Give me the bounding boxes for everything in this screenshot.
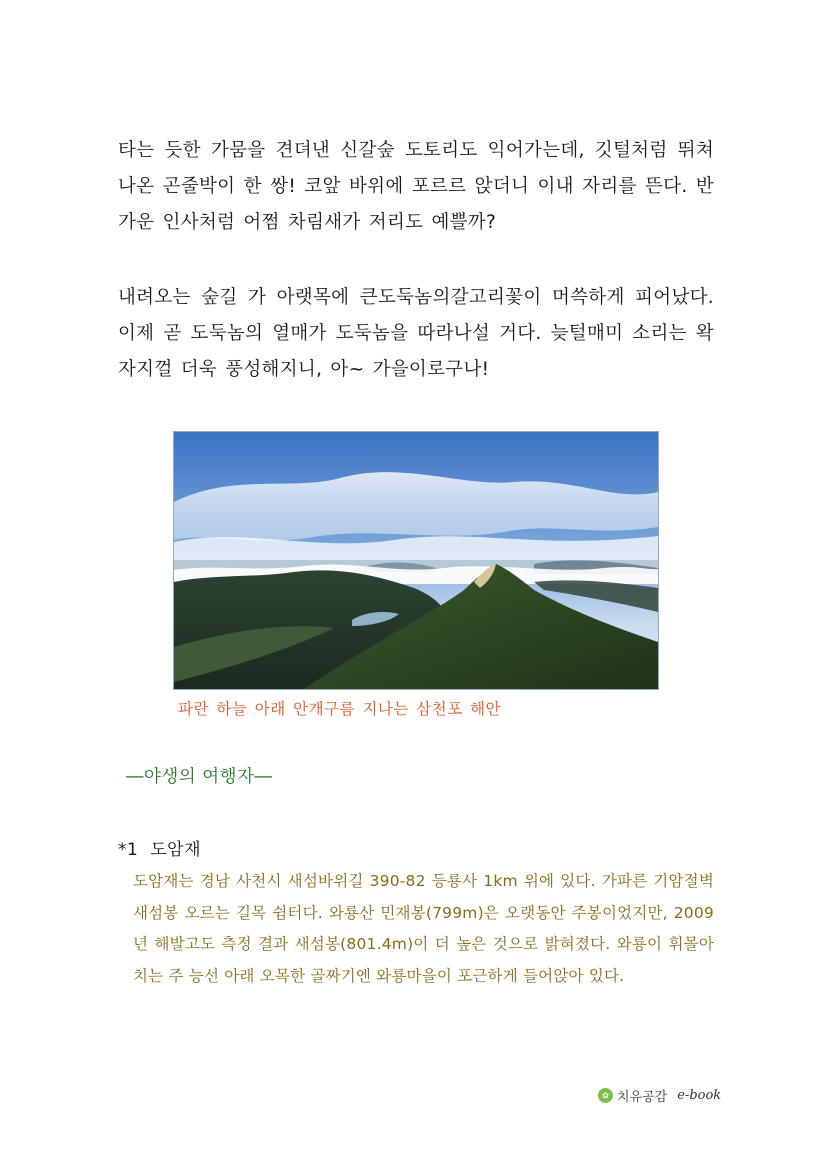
- footnote-title: 도암재: [150, 840, 202, 860]
- ebook-label: e-book: [677, 1088, 722, 1103]
- brand-logo-icon: ✿: [598, 1088, 613, 1103]
- footnote-heading: [118, 835, 201, 860]
- footnote-text: 도암재는 경남 사천시 새섬바위길 390-82 등룡사 1km 위에 있다. 가파른 기암절벽 새섬봉 오르는 길목 쉼터다. 와룡산 민재봉(799m)은 오랫동안 주봉이었지만, 2009년 해발고도 측정 결과 새섬봉(801.4m)이 더 높은 것으로 밝혀졌다. 와룡이 휘몰아치는 주 능선 아래 오목한 골짜기엔 와룡마을이 포근하게 들어앉아 있다.: [133, 872, 714, 985]
- author-signature: ―야생의 여행자―: [126, 767, 273, 787]
- footnote-marker: *1: [118, 840, 139, 860]
- body-paragraph-2: 내려오는 숲길 가 아랫목에 큰도둑놈의갈고리꽃이 머쓱하게 피어났다. 이제 곧 도둑놈의 열매가 도둑놈을 따라나설 거다. 늦털매미 소리는 왁자지껄 더욱 풍성해지니, 아~ 가을이로구나!: [118, 287, 714, 380]
- brand-name: 치유공감: [617, 1090, 668, 1105]
- mountain-coast-photo: [173, 431, 659, 690]
- body-paragraph-1: 타는 듯한 가뭄을 견뎌낸 신갈숲 도토리도 익어가는데, 깃털처럼 뛰쳐나온 곤줄박이 한 쌍! 코앞 바위에 포르르 앉더니 이내 자리를 뜬다. 반가운 인사처럼 어쩜 차림새가 저리도 예쁠까?: [118, 140, 714, 233]
- photo-caption: 파란 하늘 아래 안개구름 지나는 삼천포 해안: [178, 700, 502, 718]
- brand-footer: [598, 1086, 721, 1105]
